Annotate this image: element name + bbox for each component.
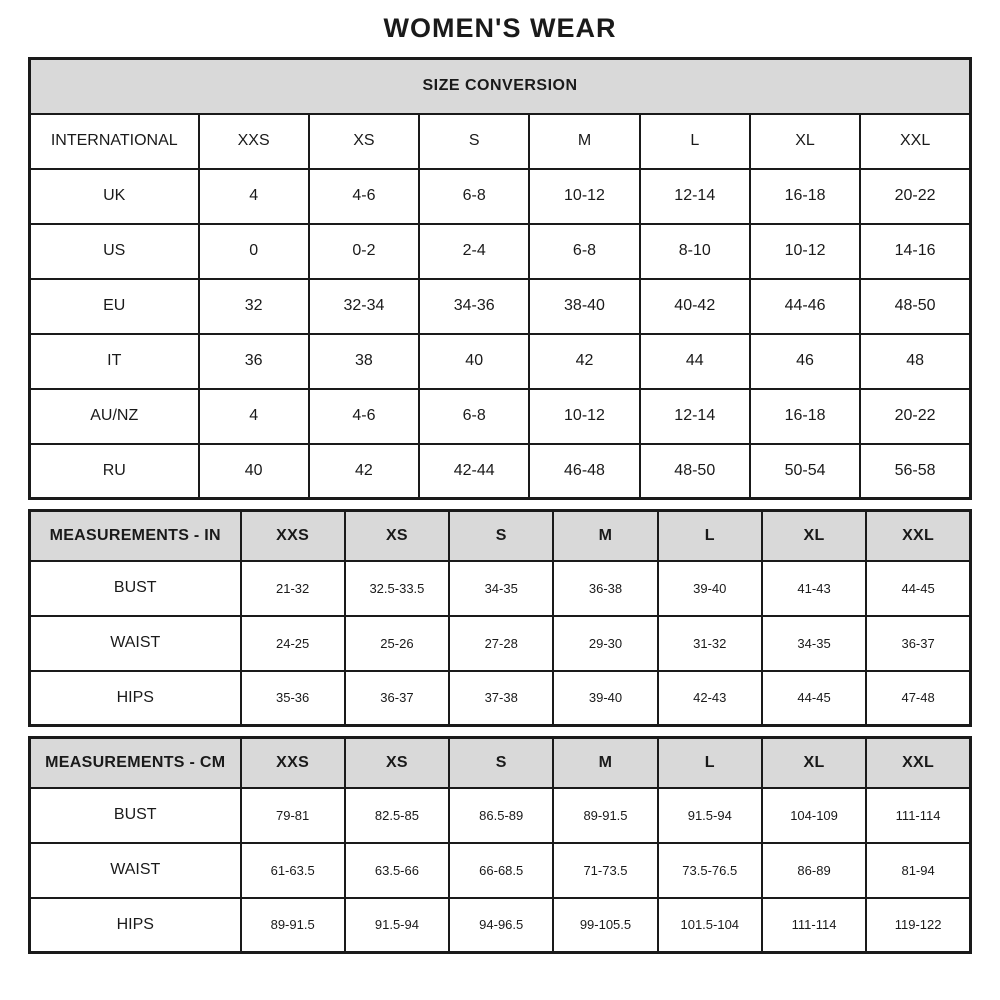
column-header: XXL: [866, 738, 970, 788]
data-cell: 32: [199, 279, 309, 334]
data-cell: 4-6: [309, 389, 419, 444]
data-cell: 35-36: [241, 671, 345, 726]
row-label: AU/NZ: [30, 389, 199, 444]
data-cell: 32-34: [309, 279, 419, 334]
data-cell: 48-50: [860, 279, 970, 334]
data-cell: 91.5-94: [345, 898, 449, 953]
data-cell: 20-22: [860, 389, 970, 444]
data-cell: 111-114: [762, 898, 866, 953]
data-cell: 46: [750, 334, 860, 389]
data-cell: 73.5-76.5: [658, 843, 762, 898]
data-cell: 34-36: [419, 279, 529, 334]
data-cell: 12-14: [640, 169, 750, 224]
data-cell: 39-40: [553, 671, 657, 726]
data-cell: 111-114: [866, 788, 970, 843]
column-header: XXS: [199, 114, 309, 169]
data-cell: 2-4: [419, 224, 529, 279]
data-cell: 89-91.5: [241, 898, 345, 953]
column-header: XL: [750, 114, 860, 169]
data-cell: 0: [199, 224, 309, 279]
column-header: L: [658, 738, 762, 788]
data-cell: 44-46: [750, 279, 860, 334]
column-header: S: [449, 511, 553, 561]
data-cell: 42-43: [658, 671, 762, 726]
data-cell: 4: [199, 169, 309, 224]
data-cell: 99-105.5: [553, 898, 657, 953]
data-cell: 40: [199, 444, 309, 499]
size-conversion-table: [28, 57, 972, 500]
data-cell: 42: [529, 334, 639, 389]
corner-header: MEASUREMENTS - CM: [30, 738, 241, 788]
data-cell: 71-73.5: [553, 843, 657, 898]
data-cell: 66-68.5: [449, 843, 553, 898]
row-label: RU: [30, 444, 199, 499]
row-label: BUST: [30, 561, 241, 616]
data-cell: 10-12: [750, 224, 860, 279]
data-cell: 20-22: [860, 169, 970, 224]
data-cell: 29-30: [553, 616, 657, 671]
data-cell: 50-54: [750, 444, 860, 499]
table-row: [30, 334, 971, 389]
data-cell: 101.5-104: [658, 898, 762, 953]
page-title: WOMEN'S WEAR: [383, 13, 617, 43]
column-header: L: [640, 114, 750, 169]
data-cell: 31-32: [658, 616, 762, 671]
row-label: HIPS: [30, 671, 241, 726]
data-cell: 34-35: [762, 616, 866, 671]
column-header: XXL: [860, 114, 970, 169]
data-cell: 94-96.5: [449, 898, 553, 953]
data-cell: 40: [419, 334, 529, 389]
data-cell: 44: [640, 334, 750, 389]
data-cell: 16-18: [750, 169, 860, 224]
measurements-cm-table: [28, 736, 972, 954]
table-row: [30, 843, 971, 898]
column-header: S: [449, 738, 553, 788]
data-cell: 42: [309, 444, 419, 499]
data-cell: 25-26: [345, 616, 449, 671]
size-conversion-title: SIZE CONVERSION: [30, 59, 971, 114]
column-header: XL: [762, 511, 866, 561]
data-cell: 91.5-94: [658, 788, 762, 843]
column-header: XS: [345, 511, 449, 561]
data-cell: 63.5-66: [345, 843, 449, 898]
corner-header: INTERNATIONAL: [30, 114, 199, 169]
data-cell: 12-14: [640, 389, 750, 444]
data-cell: 32.5-33.5: [345, 561, 449, 616]
data-cell: 39-40: [658, 561, 762, 616]
data-cell: 34-35: [449, 561, 553, 616]
data-cell: 6-8: [419, 389, 529, 444]
data-cell: 89-91.5: [553, 788, 657, 843]
column-header: L: [658, 511, 762, 561]
table-row: [30, 279, 971, 334]
row-label: WAIST: [30, 616, 241, 671]
column-header-row: [30, 114, 971, 169]
data-cell: 104-109: [762, 788, 866, 843]
data-cell: 36-37: [345, 671, 449, 726]
column-header: XS: [309, 114, 419, 169]
data-cell: 36-38: [553, 561, 657, 616]
data-cell: 44-45: [866, 561, 970, 616]
data-cell: 40-42: [640, 279, 750, 334]
data-cell: 10-12: [529, 169, 639, 224]
data-cell: 48-50: [640, 444, 750, 499]
data-cell: 79-81: [241, 788, 345, 843]
table-row: [30, 444, 971, 499]
column-header: M: [553, 511, 657, 561]
data-cell: 36-37: [866, 616, 970, 671]
data-cell: 86.5-89: [449, 788, 553, 843]
data-cell: 44-45: [762, 671, 866, 726]
row-label: UK: [30, 169, 199, 224]
column-header: XXS: [241, 511, 345, 561]
data-cell: 47-48: [866, 671, 970, 726]
row-label: WAIST: [30, 843, 241, 898]
table-row: [30, 788, 971, 843]
table-title-row: [30, 59, 971, 114]
data-cell: 56-58: [860, 444, 970, 499]
data-cell: 38: [309, 334, 419, 389]
data-cell: 4: [199, 389, 309, 444]
column-header: XS: [345, 738, 449, 788]
data-cell: 42-44: [419, 444, 529, 499]
row-label: IT: [30, 334, 199, 389]
data-cell: 36: [199, 334, 309, 389]
table-row: [30, 389, 971, 444]
column-header: S: [419, 114, 529, 169]
row-label: BUST: [30, 788, 241, 843]
column-header: M: [553, 738, 657, 788]
table-row: [30, 898, 971, 953]
data-cell: 41-43: [762, 561, 866, 616]
data-cell: 119-122: [866, 898, 970, 953]
column-header: XL: [762, 738, 866, 788]
data-cell: 10-12: [529, 389, 639, 444]
data-cell: 8-10: [640, 224, 750, 279]
column-header-row: [30, 511, 971, 561]
table-row: [30, 671, 971, 726]
data-cell: 61-63.5: [241, 843, 345, 898]
row-label: HIPS: [30, 898, 241, 953]
data-cell: 46-48: [529, 444, 639, 499]
column-header: M: [529, 114, 639, 169]
data-cell: 4-6: [309, 169, 419, 224]
row-label: US: [30, 224, 199, 279]
data-cell: 86-89: [762, 843, 866, 898]
data-cell: 0-2: [309, 224, 419, 279]
table-row: [30, 561, 971, 616]
table-row: [30, 616, 971, 671]
data-cell: 37-38: [449, 671, 553, 726]
data-cell: 24-25: [241, 616, 345, 671]
data-cell: 82.5-85: [345, 788, 449, 843]
data-cell: 81-94: [866, 843, 970, 898]
measurements-in-table: [28, 509, 972, 727]
column-header: XXS: [241, 738, 345, 788]
data-cell: 27-28: [449, 616, 553, 671]
table-row: [30, 224, 971, 279]
column-header: XXL: [866, 511, 970, 561]
data-cell: 21-32: [241, 561, 345, 616]
data-cell: 16-18: [750, 389, 860, 444]
data-cell: 6-8: [529, 224, 639, 279]
data-cell: 6-8: [419, 169, 529, 224]
row-label: EU: [30, 279, 199, 334]
corner-header: MEASUREMENTS - IN: [30, 511, 241, 561]
table-row: [30, 169, 971, 224]
column-header-row: [30, 738, 971, 788]
data-cell: 14-16: [860, 224, 970, 279]
data-cell: 48: [860, 334, 970, 389]
data-cell: 38-40: [529, 279, 639, 334]
